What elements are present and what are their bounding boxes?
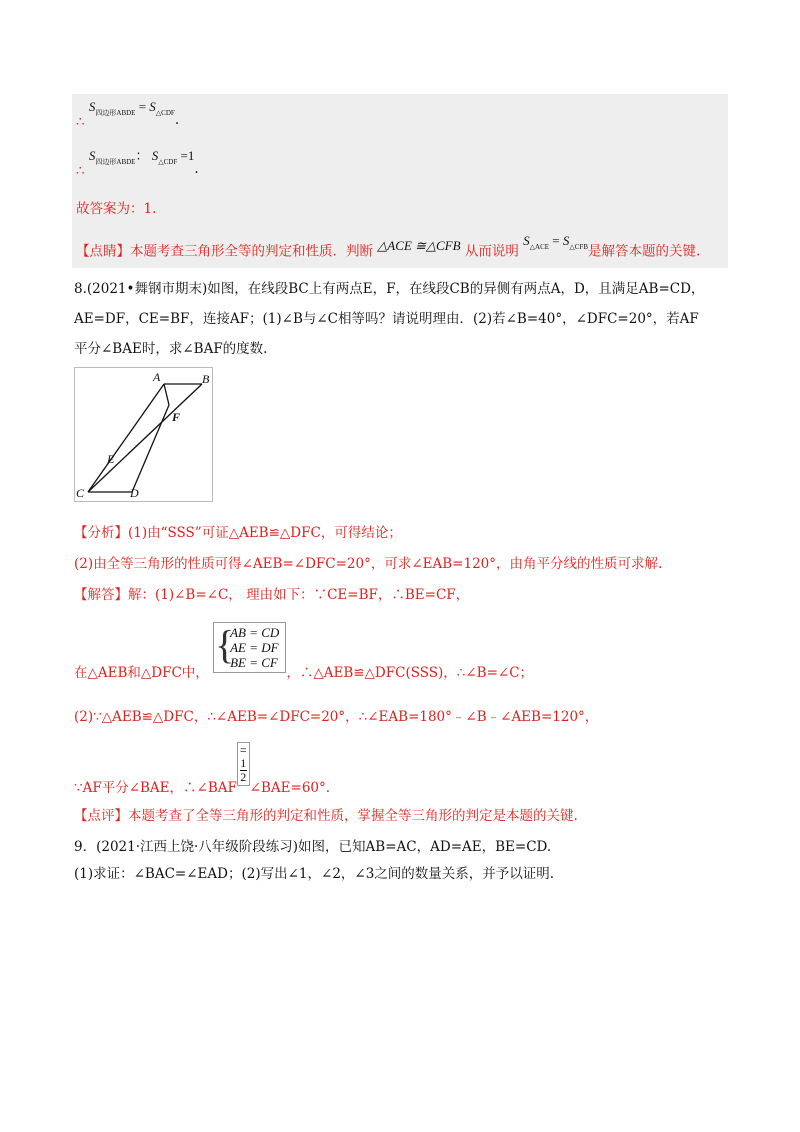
q8-line-3: 平分∠BAE时，求∠BAF的度数. (74, 341, 268, 357)
label-D: D (130, 486, 139, 500)
formula-line-2: ∴ $S_{四边形ABDE}$： $S_{\triangle CDF} =1$. (76, 148, 199, 179)
therefore-symbol: ∴ (76, 113, 85, 130)
label-A: A (153, 370, 161, 384)
solution-line-2: (2)∵△AEB≌△DFC，∴∠AEB=∠DFC=20°，∴∠EAB=180°﹣∠B﹣∠AEB=120°， (74, 709, 599, 725)
solution-label: 【解答】 (74, 587, 128, 603)
review-line: 【点评】本题考查了全等三角形的判定和性质，掌握全等三角形的判定是本题的关键. (74, 808, 578, 824)
congruence-image: △ACE ≅△CFB (377, 238, 461, 253)
area-equality-image: $S_{\triangle ACE} = S_{\triangle CFB}$ (523, 233, 588, 251)
solution-line-3: ∵AF平分∠BAE，∴∠BAF= 1 2 ∠BAE=60°. (74, 743, 331, 796)
label-B: B (202, 372, 210, 386)
label-C: C (76, 486, 85, 500)
segment-BC (88, 384, 202, 492)
half-fraction: = 1 2 (237, 742, 250, 786)
label-E: E (107, 452, 115, 466)
analysis-line-1: 【分析】(1)由“SSS”可证△AEB≌△DFC，可得结论； (74, 525, 402, 541)
q8-line-2: AE=DF，CE=BF，连接AF；(1)∠B与∠C相等吗？请说明理由．(2)若∠B=40°，∠DFC=20°，若AF (74, 311, 699, 327)
comment-label: 【点睛】 (76, 243, 130, 260)
equation-system: { AB = CD AE = DF BE = CF (213, 622, 286, 673)
comment-line: 【点睛】本题考查三角形全等的判定和性质．判断 △ACE ≅△CFB 从而说明 $S_{\triangle ACE} = S_{\triangle CFB}$是解答本题的关键. (76, 233, 701, 260)
therefore-symbol: ∴ (76, 162, 85, 179)
analysis-line-2: (2)由全等三角形的性质可得∠AEB=∠DFC=20°，可求∠EAB=120°，由角平分线的性质可求解. (74, 556, 663, 572)
solution-line-1: 【解答】解：(1)∠B=∠C， 理由如下：∵CE=BF，∴BE=CF， (74, 587, 470, 603)
figure-svg (75, 368, 212, 501)
area-equation-image: $S_{四边形ABDE} = S_{\triangle CDF}$ (88, 99, 175, 117)
segment-CA (88, 384, 164, 492)
analysis-label: 【分析】 (74, 525, 128, 541)
segment-AF (164, 384, 169, 405)
review-label: 【点评】 (74, 808, 128, 824)
q9-line-1: 9．(2021·江西上饶·八年级阶段练习)如图，已知AB=AC，AD=AE，BE=CD. (74, 839, 552, 855)
label-F: F (172, 410, 181, 424)
formula-line-1: ∴ $S_{四边形ABDE} = S_{\triangle CDF}$. (76, 99, 180, 130)
geometry-figure (74, 367, 213, 502)
answer-line: 故答案为：1. (76, 201, 157, 217)
area-ratio-image: $S_{四边形ABDE}$： $S_{\triangle CDF} =1$ (88, 148, 195, 166)
solution-system-line: 在△AEB和△DFC中， { AB = CD AE = DF BE = CF ，∴△AEB≌△DFC(SSS)，∴∠B=∠C； (74, 622, 534, 681)
segment-DF (132, 405, 169, 492)
q8-line-1: 8.(2021•舞钢市期末)如图，在线段BC上有两点E，F，在线段CB的异侧有两点A，D，且满足AB=CD， (74, 281, 705, 297)
q9-line-2: (1)求证：∠BAC=∠EAD；(2)写出∠1，∠2，∠3之间的数量关系，并予以证明. (74, 866, 555, 882)
